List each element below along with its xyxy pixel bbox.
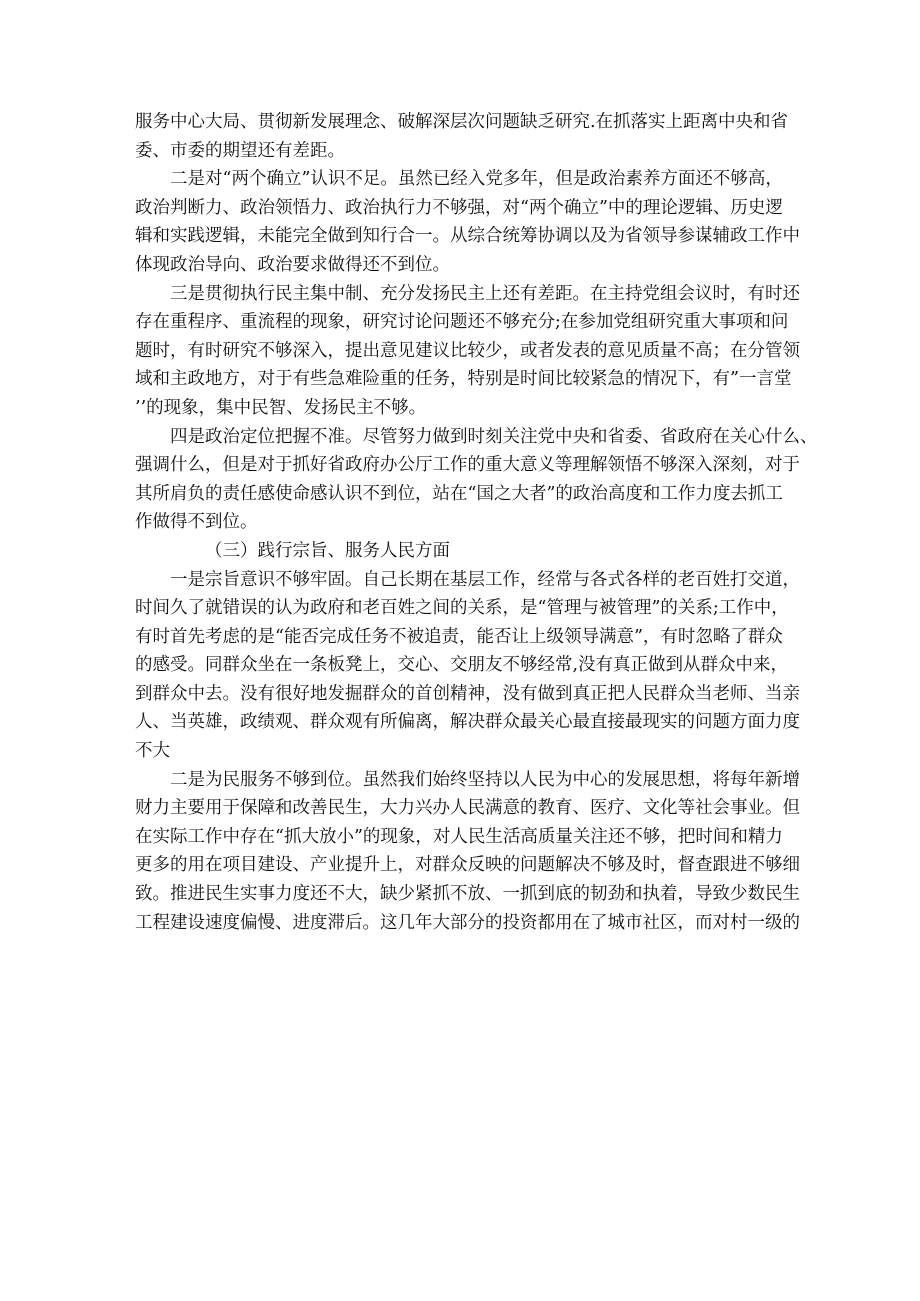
paragraph-3 — [135, 280, 800, 423]
text-line: 其所肩负的责任感使命感认识不到位，站在“国之大者”的政治高度和工作力度去抓工 — [135, 483, 783, 504]
text-line: 政治判断力、政治领悟力、政治执行力不够强，对“两个确立”中的理论逻辑、历史逻 — [135, 197, 783, 218]
text-line: 四是政治定位把握不准。尽管努力做到时刻关注党中央和省委、省政府在关心什么、 — [170, 426, 818, 447]
text-line: 三是贯彻执行民主集中制、充分发扬民主上还有差距。在主持党组会议时，有时还 — [170, 283, 800, 304]
text-line: 不大 — [135, 741, 170, 762]
text-line: 时间久了就错误的认为政府和老百姓之间的关系，是“管理与被管理”的关系;工作中， — [135, 598, 789, 619]
paragraph-2 — [135, 165, 800, 279]
document-page — [135, 108, 818, 937]
text-line: 委、市委的期望还有差距。 — [135, 140, 345, 161]
text-line: 体现政治导向、政治要求做得还不到位。 — [135, 254, 450, 275]
text-line: 人、当英雄，政绩观、群众观有所偏离，解决群众最关心最直接最现实的问题方面力度 — [135, 712, 800, 733]
text-line: 一是宗旨意识不够牢固。自己长期在基层工作，经常与各式各样的老百姓打交道， — [170, 569, 800, 590]
text-line: 财力主要用于保障和改善民生，大力兴办人民满意的教育、医疗、文化等社会事业。但 — [135, 798, 800, 819]
text-line: ’’的现象，集中民智、发扬民主不够。 — [135, 397, 427, 418]
text-line: 存在重程序、重流程的现象，研究讨论问题还不够充分;在参加党组研究重大事项和问 — [135, 312, 789, 333]
text-line: 二是为民服务不够到位。虽然我们始终坚持以人民为中心的发展思想，将每年新增 — [170, 769, 800, 790]
text-line: 服务中心大局、贯彻新发展理念、破解深层次问题缺乏研究.在抓落实上距离中央和省 — [135, 112, 789, 132]
text-line: 题时，有时研究不够深入，提出意见建议比较少，或者发表的意见质量不高；在分管领 — [135, 340, 800, 361]
text-line: 有时首先考虑的是“能否完成任务不被追责，能否让上级领导满意”，有时忽略了群众 — [135, 626, 783, 647]
text-line: 在实际工作中存在“抓大放小”的现象，对人民生活高质量关注还不够，把时间和精力 — [135, 826, 783, 847]
paragraph-6 — [135, 766, 800, 938]
text-line: 作做得不到位。 — [135, 512, 258, 533]
text-line: 工程建设速度偏慢、进度滞后。这几年大部分的投资都用在了城市社区，而对村一级的 — [135, 912, 800, 933]
paragraph-5 — [135, 566, 800, 766]
text-line: 致。推进民生实事力度还不大，缺少紧抓不放、一抓到底的韧劲和执着，导致少数民生 — [135, 884, 800, 905]
text-line: 的感受。同群众坐在一条板凳上，交心、交朋友不够经常,没有真正做到从群众中来， — [135, 655, 789, 676]
section-heading: （三）践行宗旨、服务人民方面 — [205, 540, 450, 561]
text-line: 域和主政地方，对于有些急难险重的任务，特别是时间比较紧急的情况下，有”一言堂 — [135, 369, 792, 390]
paragraph-1 — [135, 108, 789, 165]
text-line: 辑和实践逻辑，未能完全做到知行合一。从综合统筹协调以及为省领导参谋辅政工作中 — [135, 226, 800, 247]
text-line: 到群众中去。没有很好地发掘群众的首创精神，没有做到真正把人民群众当老师、当亲 — [135, 683, 800, 704]
text-line: 二是对“两个确立”认识不足。虽然已经入党多年，但是政治素养方面还不够高， — [170, 169, 783, 190]
text-line: 强调什么，但是对于抓好省政府办公厅工作的重大意义等理解领悟不够深入深刻，对于 — [135, 455, 800, 476]
paragraph-4 — [135, 423, 818, 537]
text-line: 更多的用在项目建设、产业提升上，对群众反映的问题解决不够及时，督查跟进不够细 — [135, 855, 800, 876]
